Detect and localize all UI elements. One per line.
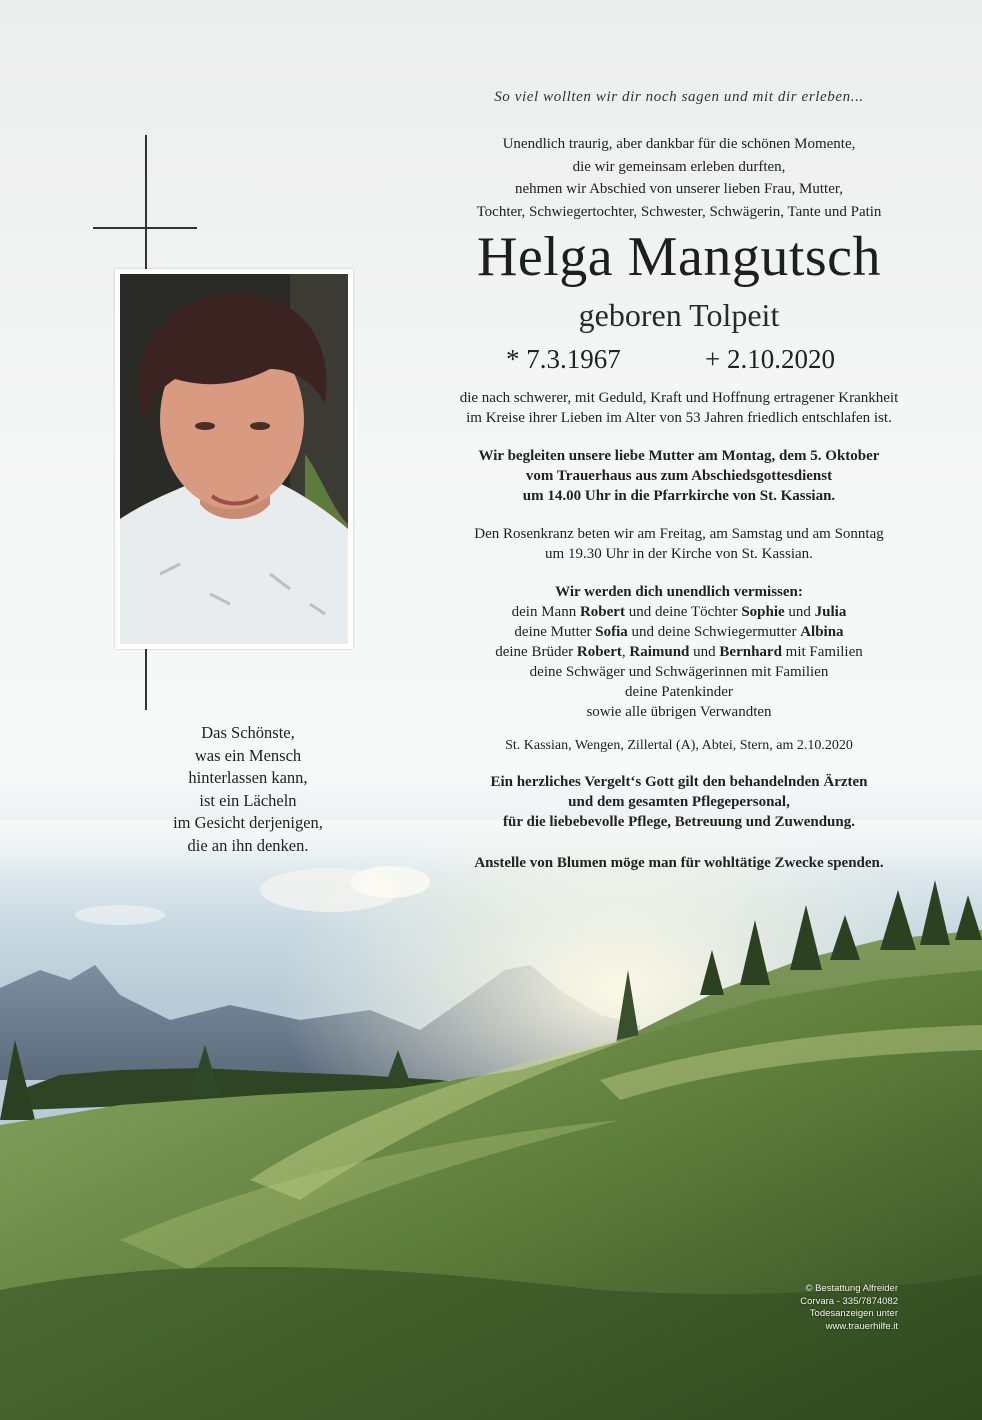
mourners-line: deine Patenkinder [625, 684, 733, 700]
mourners-line: dein Mann Robert und deine Töchter Sophie und Julia [511, 604, 847, 620]
text-line: für die liebebevolle Pflege, Betreuung und Zuwendung. [503, 814, 855, 830]
lead-paragraph [400, 133, 958, 223]
poem-line: ist ein Lächeln [199, 790, 297, 810]
credit-line: Todesanzeigen unter [809, 1308, 898, 1319]
place-and-date: St. Kassian, Wengen, Zillertal (A), Abtei, Stern, am 2.10.2020 [505, 738, 853, 753]
poem-line: was ein Mensch [194, 745, 302, 765]
lead-line: Tochter, Schwiegertochter, Schwester, Schwägerin, Tante und Patin [476, 203, 882, 220]
text-line: Den Rosenkranz beten wir am Freitag, am Samstag und am Sonntag [474, 526, 884, 542]
lead-line: Unendlich traurig, aber dankbar für die schönen Momente, [502, 136, 856, 152]
mourners-line: deine Schwäger und Schwägerinnen mit Familien [529, 664, 829, 680]
intro-line: So viel wollten wir dir noch sagen und mit dir erleben... [494, 89, 864, 105]
deceased-name: Helga Mangutsch [476, 226, 882, 288]
photo-lower-line [145, 648, 147, 710]
memorial-poem [100, 722, 396, 857]
birth-date: * 7.3.1967 [506, 344, 621, 374]
mourners-heading: Wir werden dich unendlich vermissen: [555, 584, 803, 600]
thanks-paragraph [400, 772, 958, 832]
maiden-name: geboren Tolpeit [578, 297, 780, 333]
cross-horizontal-bar [93, 227, 197, 229]
credit-website-link[interactable]: www.trauerhilfe.it [825, 1320, 898, 1332]
mourners-line: deine Brüder Robert, Raimund und Bernhard mit Familien [495, 644, 863, 660]
poem-line: Das Schönste, [201, 723, 295, 742]
text-line: im Kreise ihrer Lieben im Alter von 53 Jahren friedlich entschlafen ist. [466, 410, 892, 426]
mourners-line: deine Mutter Sofia und deine Schwiegermutter Albina [514, 624, 844, 640]
poem-line: die an ihn denken. [187, 835, 309, 855]
death-date: + 2.10.2020 [705, 344, 835, 374]
text-line: vom Trauerhaus aus zum Abschiedsgottesdienst [525, 468, 833, 484]
credit-line: Corvara - 335/7874082 [800, 1295, 898, 1307]
text-line: um 19.30 Uhr in der Kirche von St. Kassian. [545, 546, 813, 562]
poem-line: hinterlassen kann, [188, 768, 308, 787]
portrait-photo [115, 269, 353, 649]
text-line: Ein herzliches Vergelt‘s Gott gilt den behandelnden Ärzten [490, 774, 868, 790]
funeral-paragraph [400, 446, 958, 506]
credit-line: © Bestattung Alfreider [805, 1283, 898, 1294]
funeral-home-credit [770, 1283, 898, 1333]
mourners-line: sowie alle übrigen Verwandten [586, 704, 772, 720]
text-line: Wir begleiten unsere liebe Mutter am Montag, dem 5. Oktober [478, 448, 880, 464]
mourners-list [400, 582, 958, 722]
poem-line: im Gesicht derjenigen, [173, 813, 323, 832]
text-line: um 14.00 Uhr in die Pfarrkirche von St. Kassian. [522, 488, 836, 504]
passing-paragraph [400, 388, 958, 428]
rosary-paragraph [400, 524, 958, 564]
cross-vertical-bar [145, 135, 147, 271]
lead-line: nehmen wir Abschied von unserer lieben Frau, Mutter, [514, 181, 844, 197]
donation-note: Anstelle von Blumen möge man für wohltätige Zwecke spenden. [474, 855, 884, 871]
text-line: die nach schwerer, mit Geduld, Kraft und Hoffnung ertragener Krankheit [459, 390, 899, 406]
lead-line: die wir gemeinsam erleben durften, [572, 158, 786, 175]
text-line: und dem gesamten Pflegepersonal, [568, 794, 790, 810]
